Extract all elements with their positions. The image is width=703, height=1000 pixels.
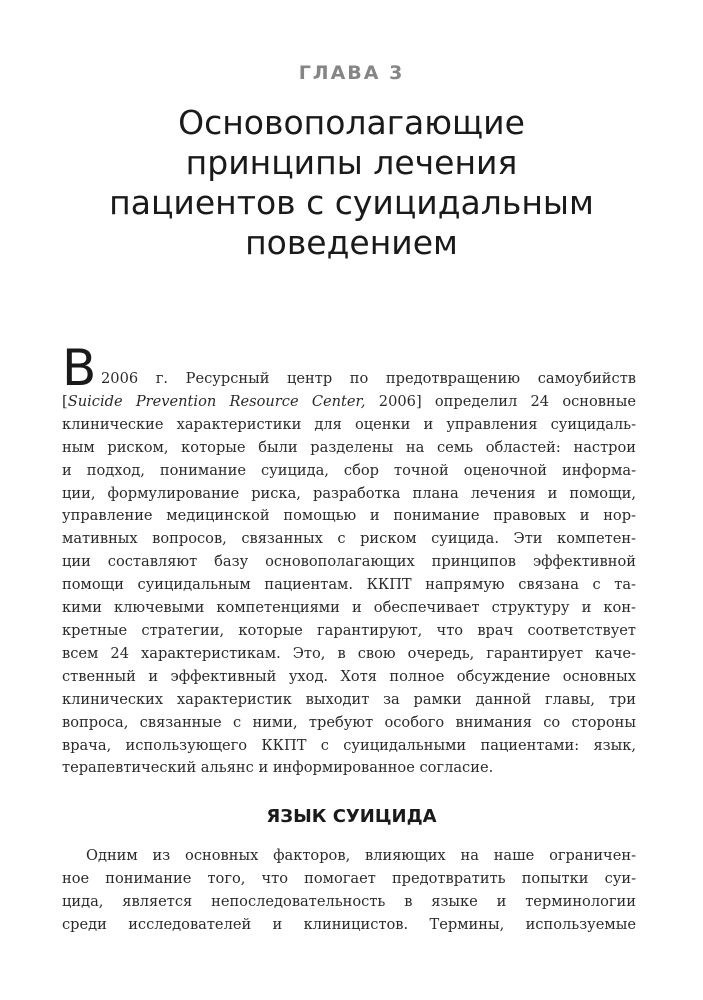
paragraph-line: мативных вопросов, связанных с риском суицида. Эти компетен- [62,530,636,548]
paragraph-line: Одним из основных факторов, влияющих на наше ограничен- [86,847,636,864]
paragraph-line: среди исследователей и клиницистов. Термины, используемые [62,915,636,933]
paragraph-line: ции, формулирование риска, разработка плана лечения и помощи, [62,484,636,502]
paragraph-line: кретные стратегии, которые гарантируют, что врач соответствует [62,621,636,639]
paragraph-line-citation [62,391,636,414]
chapter-title-line: пациентов с суицидальным [109,183,594,222]
paragraph-line: 2006 г. Ресурсный центр по предотвращению самоубийств [101,370,636,387]
chapter-title [60,103,643,263]
paragraph-line: клинических характеристик выходит за рамки данной главы, три [62,690,636,708]
chapter-title-line: поведением [245,223,458,262]
paragraph-line: цида, является непоследовательность в языке и терминологии [62,892,636,910]
paragraph-line: всем 24 характеристикам. Это, в свою очередь, гарантирует каче- [62,644,636,662]
paragraph-line: терапевтический альянс и информированное согласие. [62,759,494,777]
section-heading: ЯЗЫК СУИЦИДА [266,806,437,827]
section-paragraph [62,845,636,937]
paragraph-line: ным риском, которые были разделены на семь областей: настрои [62,438,636,456]
paragraph-line: вопроса, связанные с ними, требуют особого внимания со стороны [62,713,636,731]
paragraph-line: ное понимание того, что помогает предотвратить попытки суи- [62,869,636,887]
paragraph-line: врача, использующего ККПТ с суицидальными пациентами: язык, [62,736,636,754]
paragraph-line: клинические характеристики для оценки и управления суицидаль- [62,415,636,433]
paragraph-line: управление медицинской помощью и понимание правовых и нор- [62,507,636,525]
intro-paragraph [62,368,636,780]
paragraph-line: кими ключевыми компетенциями и обеспечивает структуру и кон- [62,599,636,617]
chapter-title-line: Основополагающие [178,103,525,142]
paragraph-line: и подход, понимание суицида, сбор точной оценочной информа- [62,461,636,479]
citation-bracket: [ [62,392,68,410]
paragraph-line: помощи суицидальным пациентам. ККПТ напрямую связана с та- [62,576,636,594]
citation-source: Suicide Prevention Resource Center, [67,392,366,410]
drop-cap: В [62,339,97,397]
paragraph-line: ственный и эффективный уход. Хотя полное обсуждение основных [62,667,636,685]
chapter-label: ГЛАВА 3 [298,62,405,84]
citation-rest: 2006] определил 24 основные [365,392,636,410]
chapter-title-line: принципы лечения [185,143,518,182]
paragraph-line: ции составляют базу основополагающих принципов эффективной [62,553,636,571]
